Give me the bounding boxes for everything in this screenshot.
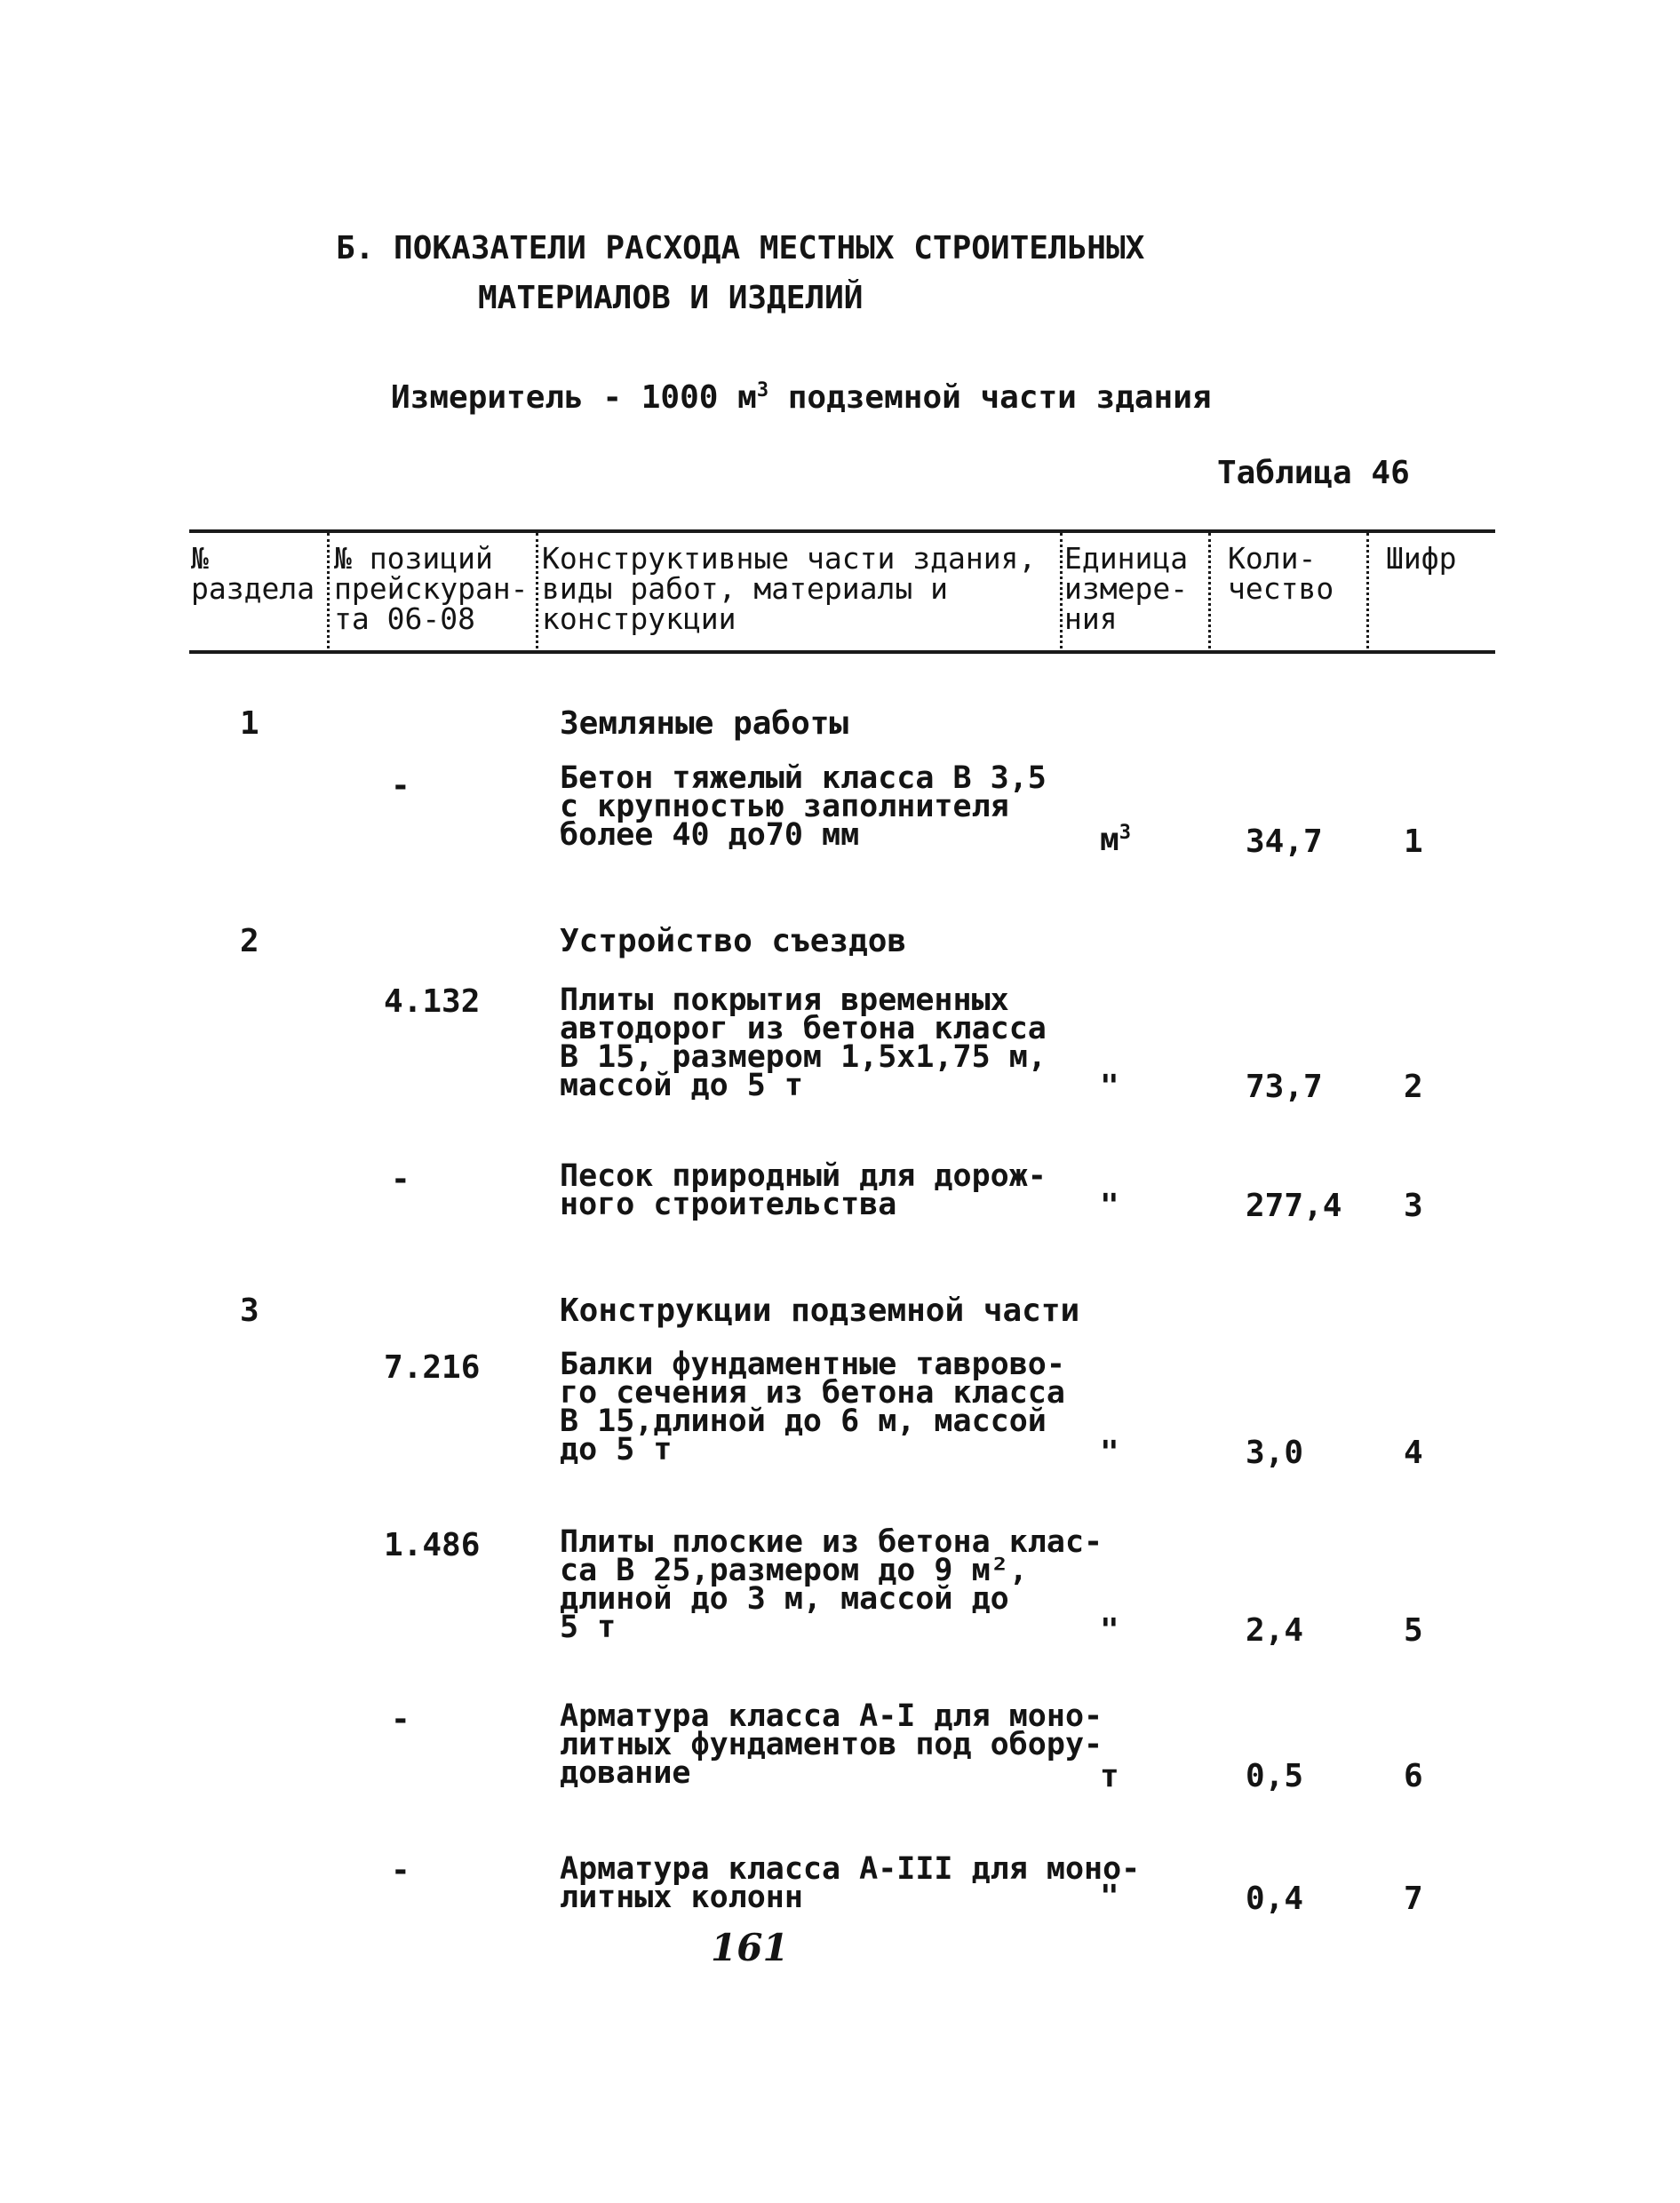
header-structural-parts: Конструктивные части здания, виды работ, материалы и конструкции bbox=[542, 541, 1037, 636]
row-code: 6 bbox=[1404, 1758, 1423, 1794]
row-description: Плиты плоские из бетона клас- са В 25,размером до 9 м², длиной до 3 м, массой до 5 т bbox=[560, 1524, 1103, 1645]
row-unit: " bbox=[1100, 1612, 1119, 1649]
row-description: Арматура класса А-III для моно- литных колонн bbox=[560, 1851, 1141, 1915]
row-position: - bbox=[391, 1161, 410, 1197]
row-description: Песок природный для дорож- ного строительства bbox=[560, 1158, 1047, 1222]
row-unit: " bbox=[1100, 1188, 1119, 1224]
header-unit: Единица измере- ния bbox=[1064, 541, 1189, 636]
header-separator bbox=[327, 533, 330, 648]
row-code: 7 bbox=[1404, 1881, 1423, 1917]
section-title: Земляные работы bbox=[560, 705, 849, 742]
section-number: 3 bbox=[240, 1292, 259, 1329]
row-description: Балки фундаментные таврово- го сечения из бетона класса В 15,длиной до 6 м, массой до 5 т bbox=[560, 1347, 1065, 1467]
page-number: 161 bbox=[711, 1926, 789, 1969]
section-number: 2 bbox=[240, 923, 259, 959]
measure-sup: 3 bbox=[756, 379, 769, 402]
row-unit: " bbox=[1100, 1069, 1119, 1105]
row-code: 1 bbox=[1404, 823, 1423, 860]
row-position: - bbox=[391, 1852, 410, 1889]
doc-title-line1: Б. ПОКАЗАТЕЛИ РАСХОДА МЕСТНЫХ СТРОИТЕЛЬНЫХ bbox=[336, 230, 1145, 266]
row-code: 3 bbox=[1404, 1188, 1423, 1224]
row-description: Арматура класса А-I для моно- литных фундаментов под обору- дование bbox=[560, 1698, 1103, 1791]
row-unit: " bbox=[1100, 1435, 1119, 1471]
header-price-positions: № позиций прейскуран- та 06-08 bbox=[334, 541, 529, 636]
row-quantity: 277,4 bbox=[1246, 1188, 1342, 1224]
row-unit bbox=[1100, 824, 1131, 856]
row-code: 2 bbox=[1404, 1069, 1423, 1105]
header-separator bbox=[1366, 533, 1369, 648]
header-code: Шифр bbox=[1386, 541, 1457, 576]
row-position: 7.216 bbox=[384, 1349, 481, 1386]
row-description: Плиты покрытия временных автодорог из бетона класса В 15, размером 1,5x1,75 м, массой до 5 т bbox=[560, 982, 1047, 1103]
row-position: 4.132 bbox=[384, 983, 481, 1020]
header-bottom-rule bbox=[189, 650, 1495, 654]
doc-title-line2: МАТЕРИАЛОВ И ИЗДЕЛИЙ bbox=[478, 280, 864, 316]
row-unit-text: м bbox=[1100, 822, 1119, 858]
row-quantity: 0,4 bbox=[1246, 1881, 1304, 1917]
header-separator bbox=[536, 533, 538, 648]
header-section-number: № раздела bbox=[191, 541, 315, 606]
row-unit: т bbox=[1100, 1758, 1119, 1794]
row-quantity: 2,4 bbox=[1246, 1612, 1304, 1649]
row-code: 4 bbox=[1404, 1435, 1423, 1471]
row-unit: " bbox=[1100, 1879, 1119, 1915]
row-quantity: 73,7 bbox=[1246, 1069, 1323, 1105]
row-quantity: 3,0 bbox=[1246, 1435, 1304, 1471]
section-title: Конструкции подземной части bbox=[560, 1292, 1080, 1329]
row-quantity: 0,5 bbox=[1246, 1758, 1304, 1794]
measure-suffix: подземной части здания bbox=[768, 379, 1212, 416]
header-separator bbox=[1208, 533, 1211, 648]
row-position: - bbox=[391, 767, 410, 804]
measure-line bbox=[391, 379, 1212, 416]
header-separator bbox=[1060, 533, 1063, 648]
row-unit-sup: 3 bbox=[1119, 822, 1131, 844]
row-position: 1.486 bbox=[384, 1527, 481, 1563]
row-position: - bbox=[391, 1701, 410, 1738]
measure-prefix: Измеритель - 1000 м bbox=[391, 379, 757, 416]
section-title: Устройство съездов bbox=[560, 923, 907, 959]
header-top-rule bbox=[189, 529, 1495, 533]
section-number: 1 bbox=[240, 705, 259, 742]
header-quantity: Коли- чество bbox=[1228, 541, 1334, 606]
table-caption: Таблица 46 bbox=[1217, 455, 1410, 491]
row-quantity: 34,7 bbox=[1246, 823, 1323, 860]
row-description: Бетон тяжелый класса В 3,5 с крупностью заполнителя более 40 до70 мм bbox=[560, 760, 1047, 853]
row-code: 5 bbox=[1404, 1612, 1423, 1649]
